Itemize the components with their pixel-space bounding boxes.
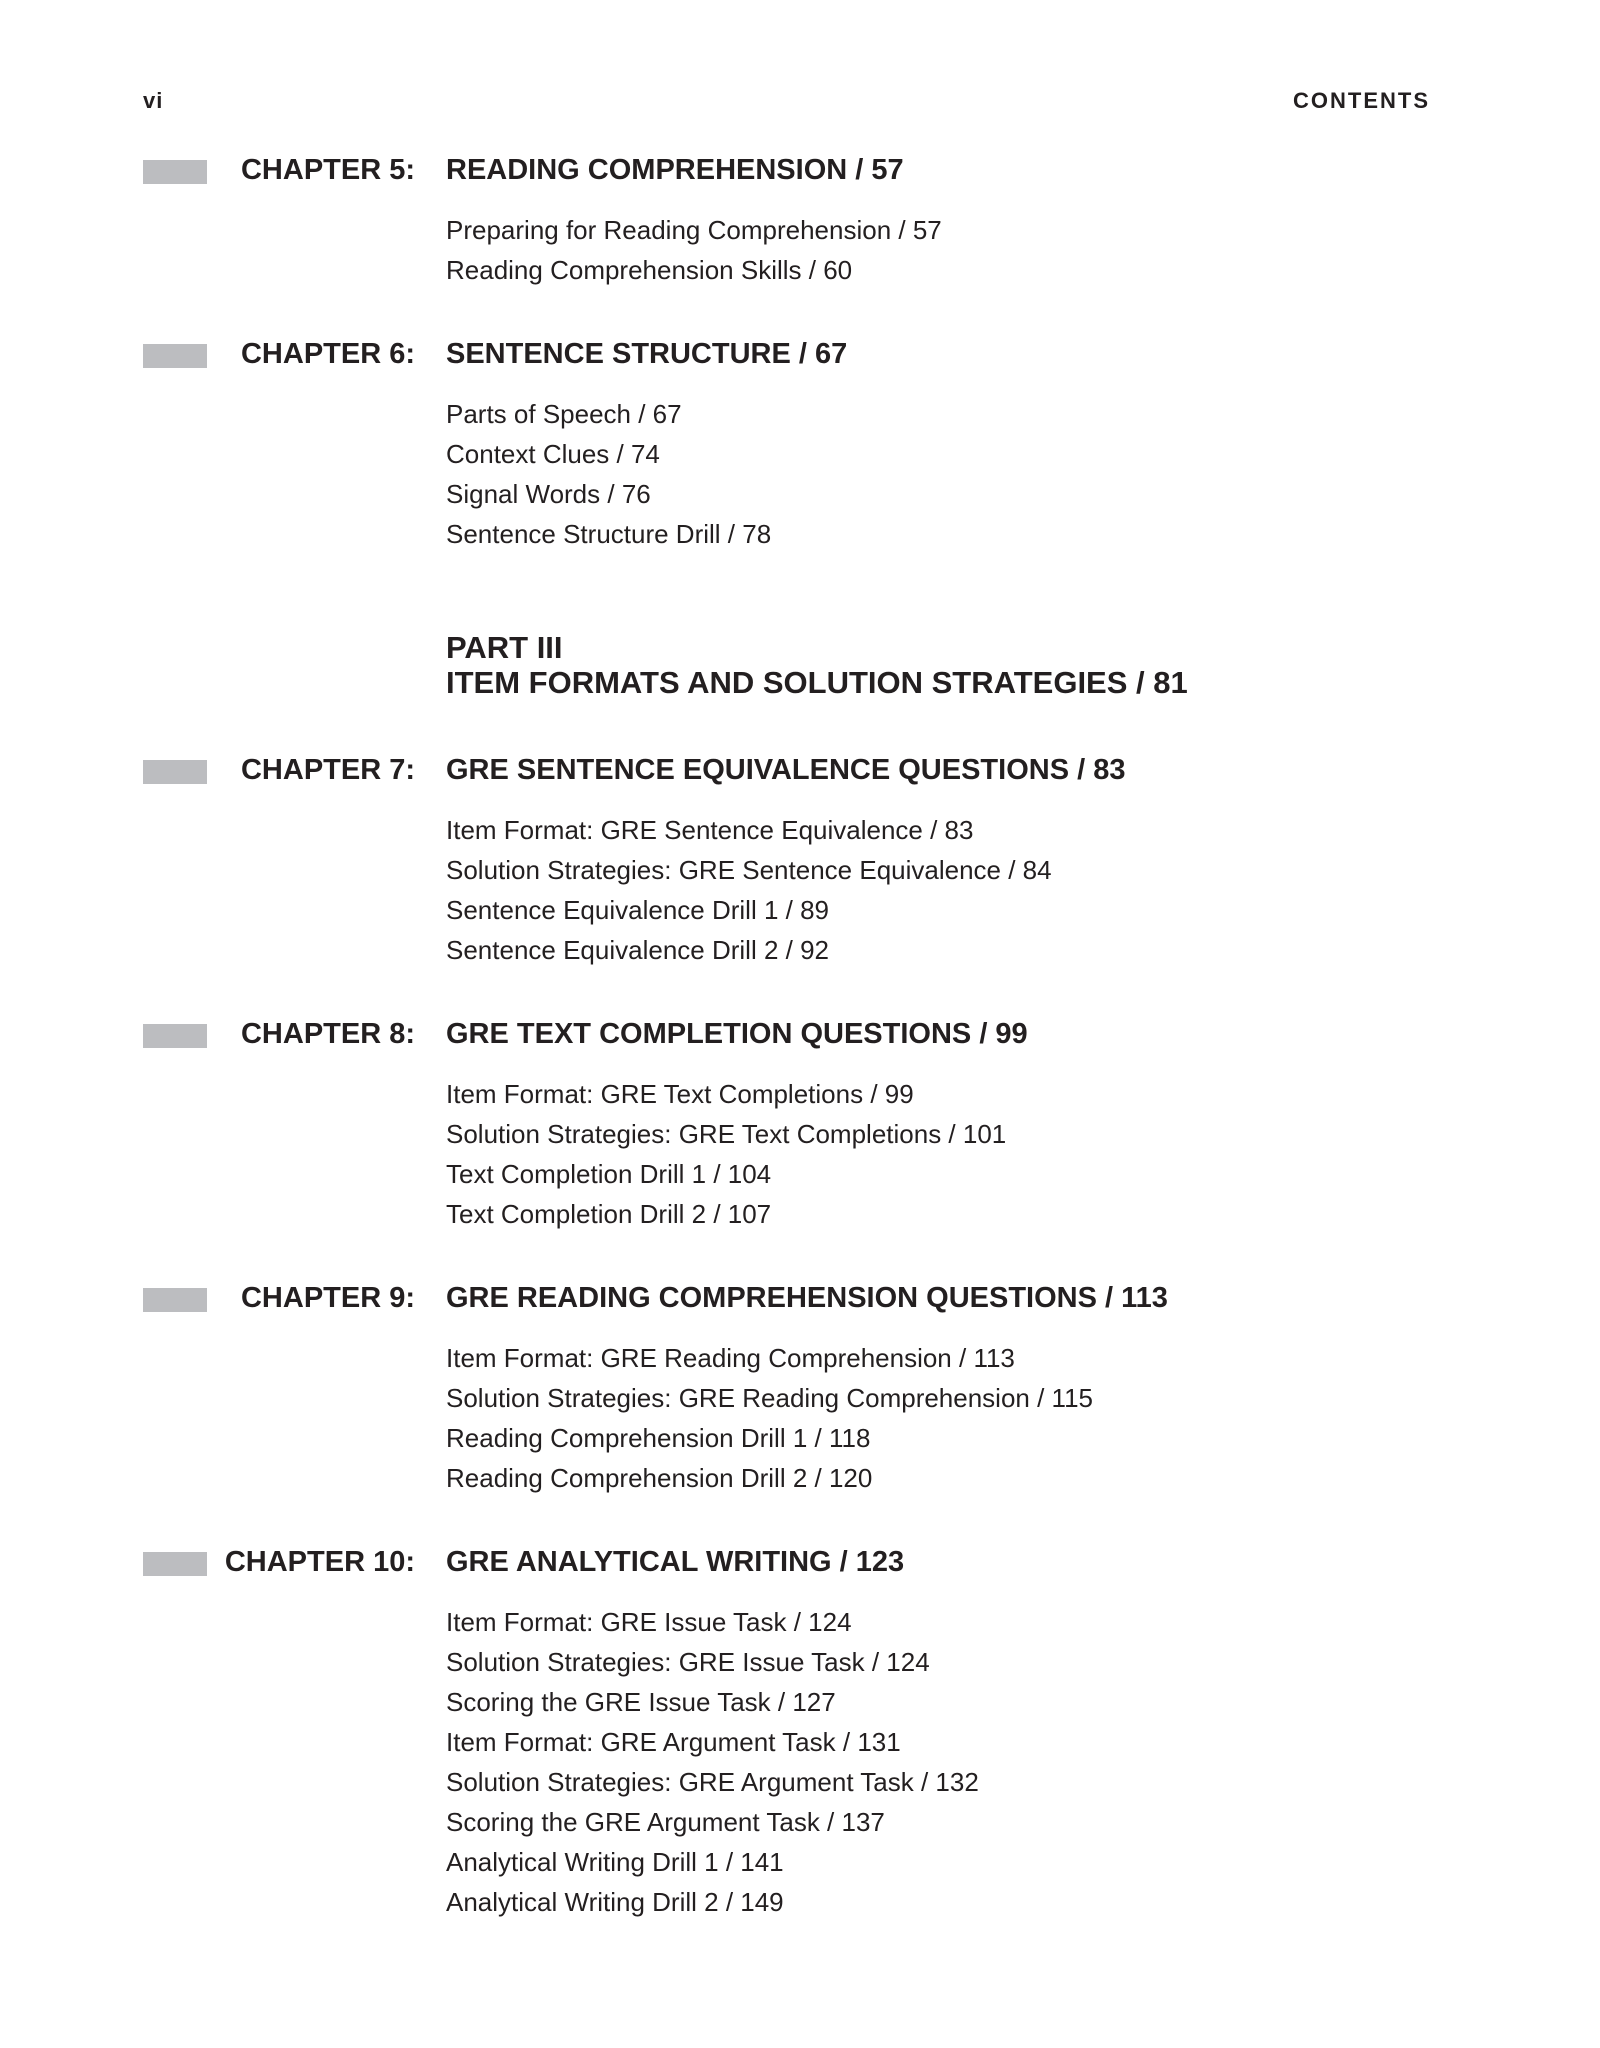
topic-item: Reading Comprehension Skills / 60	[446, 255, 853, 285]
topic-item: Solution Strategies: GRE Reading Comprehension / 115	[446, 1383, 1094, 1413]
topic-item: Item Format: GRE Sentence Equivalence / 83	[446, 815, 974, 845]
topic-item: Context Clues / 74	[446, 439, 660, 469]
topic-item: Item Format: GRE Reading Comprehension / 113	[446, 1343, 1015, 1373]
chapter-title: SENTENCE STRUCTURE / 67	[446, 338, 848, 370]
chapters-group-before-part	[0, 150, 1600, 554]
chapter-topic-list	[446, 1338, 1600, 1498]
chapter-title: READING COMPREHENSION / 57	[446, 154, 904, 186]
topic-item: Sentence Structure Drill / 78	[446, 519, 772, 549]
chapter-heading	[0, 1014, 1600, 1058]
chapter-marker-bar	[143, 344, 207, 368]
part-title: ITEM FORMATS AND SOLUTION STRATEGIES / 81	[446, 665, 1188, 700]
topic-item: Item Format: GRE Argument Task / 131	[446, 1727, 901, 1757]
topic-item: Signal Words / 76	[446, 479, 651, 509]
chapter-label: CHAPTER 6:	[240, 338, 415, 370]
chapter-heading	[0, 334, 1600, 378]
chapter-entry	[0, 1014, 1600, 1234]
page-number: vi	[143, 88, 164, 113]
topic-item: Solution Strategies: GRE Issue Task / 124	[446, 1647, 930, 1677]
chapter-entry	[0, 1278, 1600, 1498]
chapter-marker-bar	[143, 160, 207, 184]
topic-item: Analytical Writing Drill 2 / 149	[446, 1887, 784, 1917]
chapter-label: CHAPTER 10:	[224, 1546, 415, 1578]
topic-item: Text Completion Drill 1 / 104	[446, 1159, 772, 1189]
chapter-topic-list	[446, 1074, 1600, 1234]
chapter-marker-bar	[143, 760, 207, 784]
topic-item: Parts of Speech / 67	[446, 399, 682, 429]
chapter-entry	[0, 1542, 1600, 1922]
chapter-heading	[0, 1542, 1600, 1586]
running-head-section: CONTENTS	[1293, 88, 1430, 113]
chapter-marker-bar	[143, 1288, 207, 1312]
chapter-label: CHAPTER 7:	[240, 754, 415, 786]
chapter-marker-bar	[143, 1552, 207, 1576]
chapter-entry	[0, 334, 1600, 554]
chapter-marker-bar	[143, 1024, 207, 1048]
topic-item: Scoring the GRE Issue Task / 127	[446, 1687, 836, 1717]
chapter-topic-list	[446, 810, 1600, 970]
topic-item: Preparing for Reading Comprehension / 57	[446, 215, 942, 245]
topic-item: Reading Comprehension Drill 1 / 118	[446, 1423, 871, 1453]
chapters-group-after-part	[0, 750, 1600, 1922]
topic-item: Item Format: GRE Text Completions / 99	[446, 1079, 914, 1109]
chapter-label: CHAPTER 8:	[240, 1018, 415, 1050]
chapter-topic-list	[446, 1602, 1600, 1922]
topic-item: Sentence Equivalence Drill 1 / 89	[446, 895, 830, 925]
chapter-heading	[0, 750, 1600, 794]
part-label: PART III	[446, 630, 563, 665]
chapter-label: CHAPTER 5:	[240, 154, 415, 186]
topic-item: Analytical Writing Drill 1 / 141	[446, 1847, 784, 1877]
chapter-topic-list	[446, 210, 1600, 290]
topic-item: Solution Strategies: GRE Text Completions / 101	[446, 1119, 1007, 1149]
chapter-heading	[0, 150, 1600, 194]
chapter-entry	[0, 150, 1600, 290]
topic-item: Reading Comprehension Drill 2 / 120	[446, 1463, 873, 1493]
chapter-title: GRE SENTENCE EQUIVALENCE QUESTIONS / 83	[446, 754, 1126, 786]
chapter-topic-list	[446, 394, 1600, 554]
chapter-title: GRE READING COMPREHENSION QUESTIONS / 113	[446, 1282, 1168, 1314]
chapter-heading	[0, 1278, 1600, 1322]
topic-item: Sentence Equivalence Drill 2 / 92	[446, 935, 830, 965]
topic-item: Item Format: GRE Issue Task / 124	[446, 1607, 852, 1637]
topic-item: Solution Strategies: GRE Argument Task / 132	[446, 1767, 979, 1797]
part-heading	[446, 630, 1600, 700]
chapter-title: GRE ANALYTICAL WRITING / 123	[446, 1546, 905, 1578]
chapter-label: CHAPTER 9:	[240, 1282, 415, 1314]
topic-item: Text Completion Drill 2 / 107	[446, 1199, 772, 1229]
table-of-contents	[0, 150, 1600, 1966]
chapter-entry	[0, 750, 1600, 970]
topic-item: Solution Strategies: GRE Sentence Equivalence / 84	[446, 855, 1052, 885]
topic-item: Scoring the GRE Argument Task / 137	[446, 1807, 885, 1837]
chapter-title: GRE TEXT COMPLETION QUESTIONS / 99	[446, 1018, 1028, 1050]
